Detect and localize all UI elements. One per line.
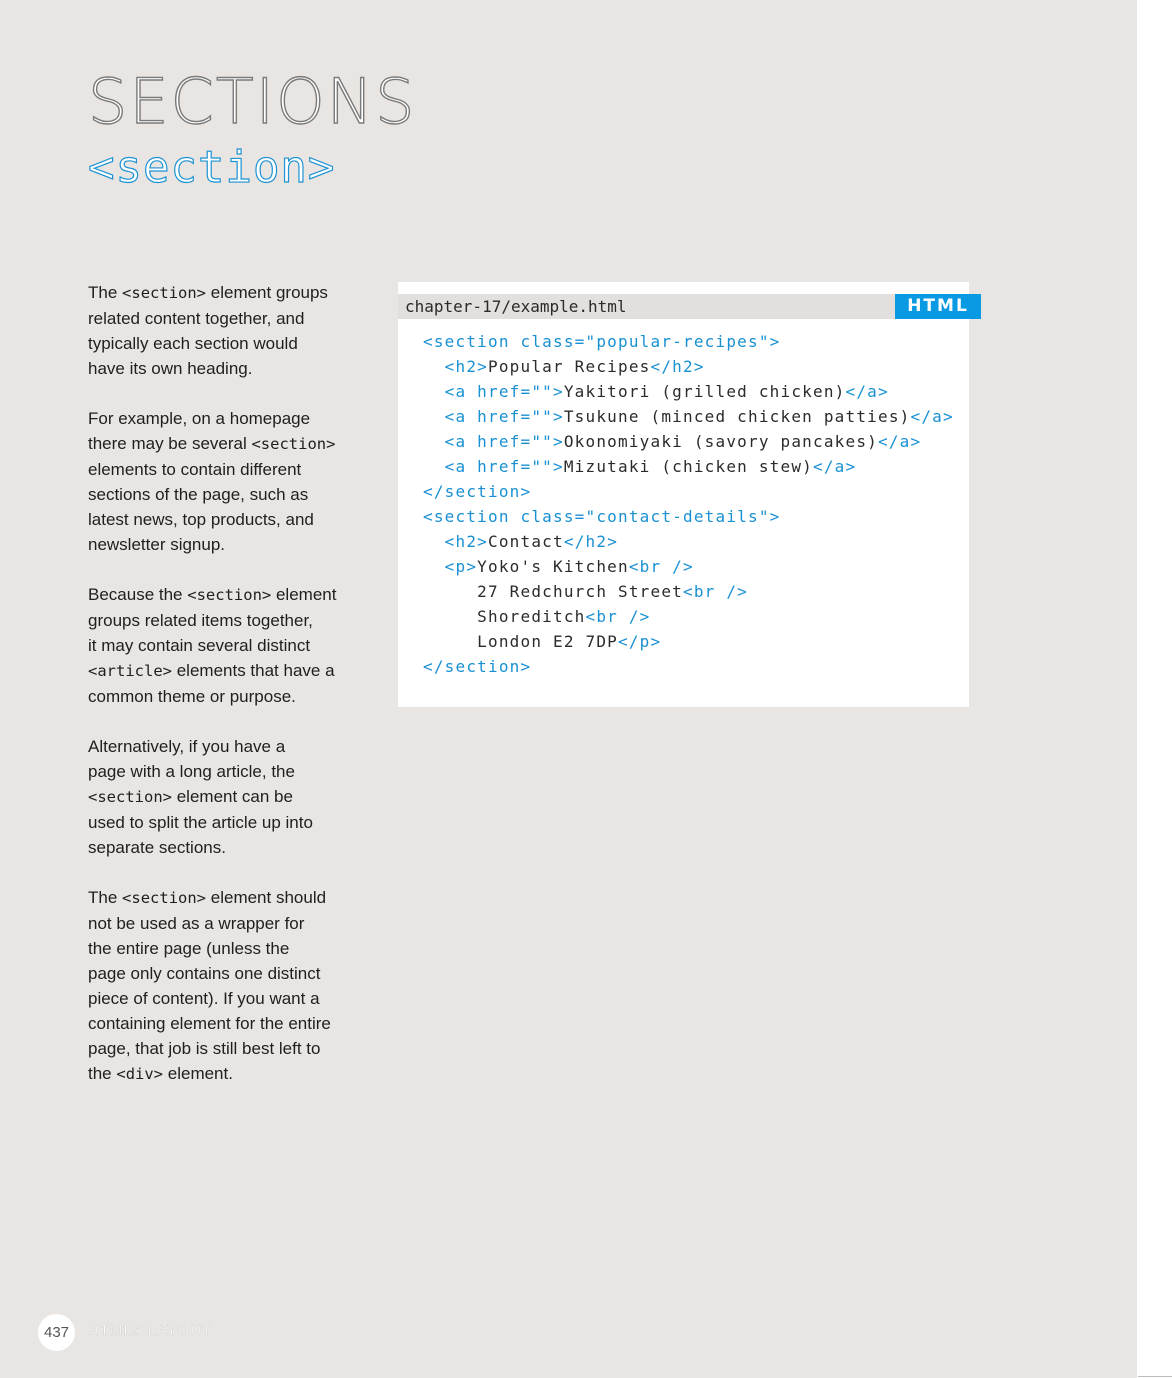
code-text: 27 Redchurch Street [477,582,683,601]
code-line [423,554,954,579]
text-run: element [271,585,337,604]
inline-code: <section> [122,889,207,907]
code-markup: </section> [423,482,532,501]
text-line: piece of content). If you want a [88,989,320,1008]
text-line: containing element for the entire [88,1014,331,1033]
code-text: Yoko's Kitchen [477,557,629,576]
code-text: Shoreditch [477,607,586,626]
text-run: element. [163,1064,233,1083]
text-line [88,582,358,608]
file-name-bar [398,294,969,319]
text-line: the entire page (unless the [88,939,290,958]
code-markup: </a> [845,382,889,401]
text-line: latest news, top products, and [88,510,314,529]
text-line: it may contain several distinct [88,636,311,655]
text-run: The [88,888,123,907]
text-line: not be used as a wrapper for [88,914,305,933]
inline-code: <section> [187,586,272,604]
code-markup: <br /> [585,607,651,626]
code-markup: <section class="popular-recipes"> [423,332,781,351]
code-markup: <a href=""> [444,382,564,401]
code-line [423,379,954,404]
text-line [88,885,358,911]
text-line [88,280,358,306]
code-markup: </a> [910,407,954,426]
code-line [423,504,954,529]
text-run: Because the [88,585,188,604]
code-text: Popular Recipes [488,357,651,376]
text-line: separate sections. [88,838,226,857]
text-line: page only contains one distinct [88,964,321,983]
code-line [423,479,954,504]
text-line: Alternatively, if you have a [88,737,286,756]
body-text [88,280,358,1112]
code-markup: <p> [444,557,478,576]
page-subtitle-element-tag: <section> [88,142,336,193]
code-markup: <a href=""> [444,407,564,426]
text-line: page, that job is still best left to [88,1039,321,1058]
text-line: common theme or purpose. [88,687,296,706]
code-text: Contact [488,532,564,551]
code-markup: <h2> [444,532,489,551]
text-line: used to split the article up into [88,813,313,832]
code-text: Tsukune (minced chicken patties) [563,407,911,426]
code-line [423,654,954,679]
text-line: For example, on a homepage [88,409,311,428]
inline-code: <section> [88,788,172,806]
code-line [423,329,954,354]
code-markup: <a href=""> [444,432,564,451]
text-line [88,431,358,457]
text-line: groups related items together, [88,611,313,630]
paragraph-2 [88,406,358,557]
code-text: Yakitori (grilled chicken) [563,382,846,401]
text-run: element groups [206,283,328,302]
file-name: chapter-17/example.html [405,297,627,316]
text-run: The [88,283,123,302]
text-run: element can be [172,787,293,806]
inline-code: <section> [122,284,207,302]
language-badge: HTML [895,294,981,319]
code-markup: </p> [618,632,662,651]
text-line [88,658,358,684]
inline-code: <section> [251,435,336,453]
text-line [88,1061,358,1087]
text-run: element should [206,888,327,907]
code-line [423,579,954,604]
text-line [88,784,358,810]
text-line: sections of the page, such as [88,485,309,504]
code-markup: </h2> [563,532,619,551]
page-title: SECTIONS [88,65,417,138]
code-markup: <section class="contact-details"> [423,507,781,526]
code-line [423,454,954,479]
page-number: 437 [38,1314,75,1351]
text-line: page with a long article, the [88,762,295,781]
code-example-panel [398,282,969,707]
code-text: Mizutaki (chicken stew) [563,457,813,476]
code-text: London E2 7DP [477,632,618,651]
text-line: related content together, and [88,309,305,328]
inline-code: <div> [116,1065,164,1083]
code-markup: </a> [813,457,857,476]
code-markup: <a href=""> [444,457,564,476]
text-line: have its own heading. [88,359,253,378]
paragraph-5 [88,885,358,1087]
text-line: elements to contain different [88,460,302,479]
text-line: newsletter signup. [88,535,226,554]
code-markup: <br /> [628,557,694,576]
text-run: there may be several [88,434,252,453]
inline-code: <article> [88,662,172,680]
code-markup: <h2> [444,357,489,376]
code-markup: </h2> [650,357,705,376]
code-markup: </section> [423,657,532,676]
code-line [423,604,954,629]
code-line [423,354,954,379]
code-block [423,329,954,679]
code-markup: </a> [878,432,922,451]
text-run: the [88,1064,117,1083]
code-line [423,404,954,429]
code-text: Okonomiyaki (savory pancakes) [563,432,878,451]
code-markup: <br /> [683,582,748,601]
page-edge-line [1138,1376,1172,1377]
code-line [423,429,954,454]
code-line [423,529,954,554]
paragraph-4 [88,734,358,860]
paragraph-3 [88,582,358,709]
text-run: elements that have a [172,661,335,680]
chapter-label: HTML5 LAYOUT [88,1322,213,1339]
code-line [423,629,954,654]
text-line: typically each section would [88,334,298,353]
paragraph-1 [88,280,358,381]
